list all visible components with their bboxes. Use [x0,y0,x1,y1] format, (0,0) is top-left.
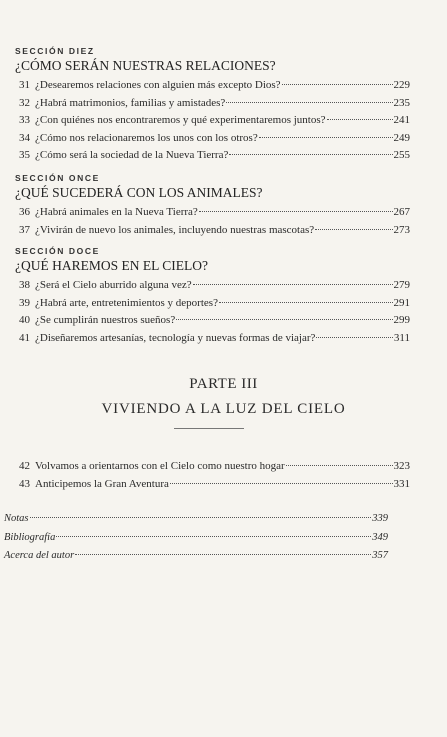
toc-entry [14,295,410,313]
toc-entry [14,312,410,330]
chapter-title: Anticipemos la Gran Aventura [35,477,169,490]
divider-rule [174,428,244,429]
dot-leader [30,517,372,518]
chapter-number: 42 [19,460,30,472]
page-number: 273 [393,223,410,236]
page-number: 255 [393,149,410,162]
dot-leader [229,154,392,155]
part-title: VIVIENDO A LA LUZ DEL CIELO [101,401,346,417]
section-twelve [14,246,410,347]
chapter-number: 40 [19,314,30,327]
dot-leader [282,84,393,85]
chapter-number: 38 [19,279,30,291]
back-matter-title: Notas [4,513,29,524]
page-number: 267 [393,206,410,218]
dot-leader [176,319,392,320]
chapter-title: ¿Desearemos relaciones con alguien más excepto Dios? [35,79,281,91]
chapter-number: 41 [19,331,30,344]
toc-entry [14,95,410,113]
chapter-title: ¿Vivirán de nuevo los animales, incluyendo nuestras mascotas? [35,223,315,236]
toc-entry [14,222,410,240]
part-entries [14,458,410,493]
chapter-number: 37 [19,223,30,236]
toc-entry [14,204,410,222]
dot-leader [219,302,393,303]
chapter-number: 36 [19,206,30,218]
page-number: 339 [372,513,388,524]
page-number: 279 [393,279,410,291]
chapter-title: ¿Con quiénes nos encontraremos y qué experimentaremos juntos? [35,114,326,127]
chapter-number: 43 [19,477,30,490]
section-label: SECCIÓN ONCE [15,173,100,183]
chapter-number: 35 [19,149,30,162]
section-ten [14,46,410,165]
chapter-number: 34 [19,131,30,144]
toc-entry [4,510,388,529]
chapter-title: ¿Cómo nos relacionaremos los unos con los otros? [35,131,258,144]
toc-entry [14,112,410,130]
chapter-title: ¿Habrá matrimonios, familias y amistades? [35,96,226,109]
page-number: 249 [393,131,410,144]
page-number: 323 [393,460,410,472]
toc-entry [14,77,410,95]
back-matter-title: Acerca del autor [4,550,75,561]
chapter-number: 33 [19,114,30,127]
page-number: 235 [393,96,410,109]
chapter-number: 39 [19,296,30,309]
toc-entry [4,547,388,566]
page-number: 349 [372,531,388,543]
chapter-title: ¿Se cumplirán nuestros sueños? [35,314,176,327]
dot-leader [316,337,393,338]
page-number: 331 [393,477,410,490]
dot-leader [226,102,392,103]
toc-entry [14,458,410,476]
toc-entry [14,277,410,295]
dot-leader [193,284,393,285]
toc-entry [14,130,410,148]
dot-leader [56,536,371,537]
dot-leader [259,137,393,138]
dot-leader [315,229,392,230]
chapter-number: 31 [19,79,30,91]
chapter-title: ¿Cómo será la sociedad de la Nueva Tierra? [35,149,229,162]
chapter-title: ¿Habrá animales en la Nueva Tierra? [35,206,198,218]
section-eleven [14,173,410,239]
chapter-number: 32 [19,96,30,109]
toc-entry [4,529,388,548]
toc-entry [14,476,410,494]
chapter-title: ¿Diseñaremos artesanías, tecnología y nuevas formas de viajar? [35,331,316,344]
section-title: ¿QUÉ SUCEDERÁ CON LOS ANIMALES? [15,185,263,200]
page-number: 311 [393,331,410,344]
dot-leader [286,465,393,466]
back-matter-title: Bibliografía [4,531,56,543]
page-number: 299 [393,314,410,327]
section-label: SECCIÓN DIEZ [15,46,95,56]
chapter-title: ¿Será el Cielo aburrido alguna vez? [35,279,192,291]
page-number: 291 [393,296,410,309]
dot-leader [75,554,371,555]
section-label: SECCIÓN DOCE [15,246,100,256]
part-number: PARTE III [189,376,258,392]
page-number: 357 [372,550,388,561]
back-matter [4,510,388,566]
page-number: 241 [393,114,410,127]
toc-entry [14,330,410,348]
dot-leader [170,483,393,484]
chapter-title: Volvamos a orientarnos con el Cielo como nuestro hogar [35,460,285,472]
section-title: ¿QUÉ HAREMOS EN EL CIELO? [15,258,208,273]
dot-leader [199,211,393,212]
toc-entry [14,147,410,165]
section-title: ¿CÓMO SERÁN NUESTRAS RELACIONES? [15,58,276,73]
chapter-title: ¿Habrá arte, entretenimientos y deportes? [35,296,218,309]
dot-leader [327,119,393,120]
page-number: 229 [393,79,410,91]
